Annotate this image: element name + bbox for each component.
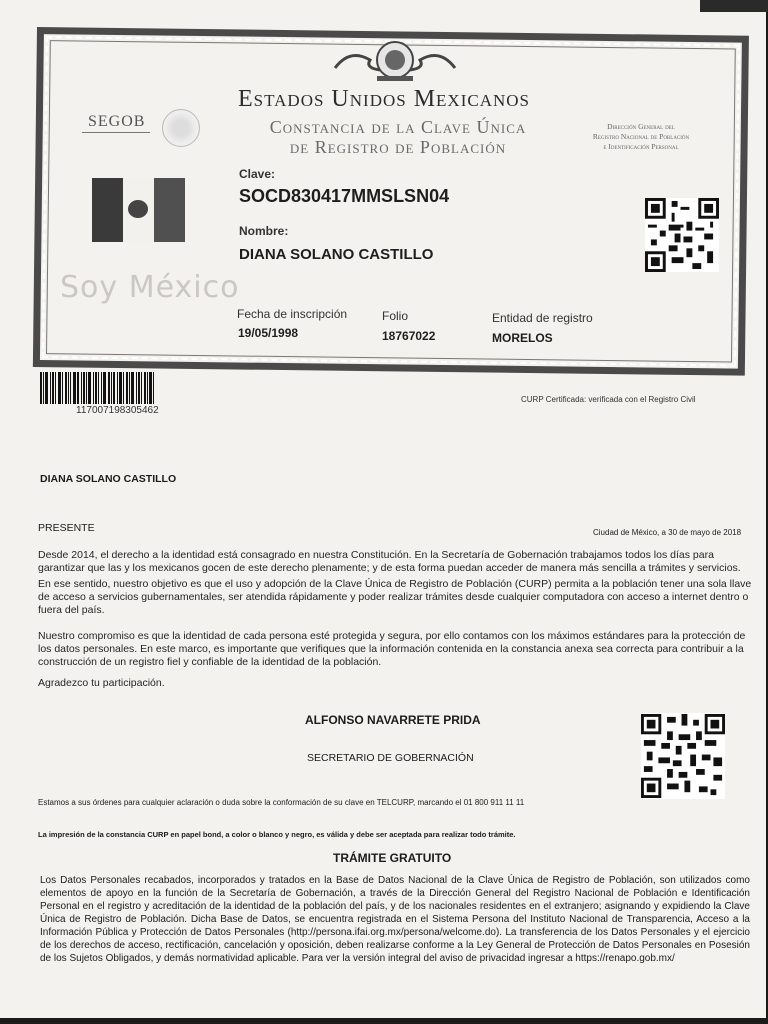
scan-shadow: [700, 0, 768, 12]
entidad-value: MORELOS: [492, 331, 553, 345]
fecha-inscripcion-label: Fecha de inscripción: [237, 307, 348, 321]
tramite-gratuito: TRÁMITE GRATUITO: [333, 851, 452, 865]
curp-certificada: CURP Certificada: verificada con el Registro Civil: [521, 395, 696, 404]
header-subtitle-2: de Registro de Población: [289, 137, 507, 157]
direccion-line-1: Dirección General del: [607, 122, 675, 131]
segob-underline: [82, 132, 150, 133]
header-subtitle-1: Constancia de la Clave Única: [269, 117, 527, 137]
letter-paragraph-2: En ese sentido, nuestro objetivo es que el uso y adopción de la Clave Única de Registro de Población (CURP) permita a la población tener una sola llave de acceso a servicios gubernamentales, ser atendida rápidamente y poder realizar trámites desde cualquier computadora con acceso a internet dentro o fuera del país.: [38, 578, 752, 616]
privacy-notice: Los Datos Personales recabados, incorporados y tratados en la Base de Datos Nacional de la Clave Única de Registro de Población, son utilizados como elementos de apoyo en la función de la Secretaría de Gobernación, a través de la Dirección General del Registro Nacional de Población e Identificación Personal en el registro y acreditación de la identidad de la población del país, y de los nacionales residentes en el extranjero; asignando y expidiendo la Clave Única de Registro de Población. Dicha Base de Datos, se encuentra registrada en el Sistema Persona del Instituto Nacional de Transparencia, Acceso a la Información Pública y Protección de Datos Personales (http://persona.ifai.org.mx/persona/welcome.do). La transferencia de los Datos Personales y el ejercicio de los derechos de acceso, rectificación, cancelación y oposición, deben realizarse conforme a la Ley General de Protección de Datos Personales en Posesión de los Sujetos Obligados, y demás normatividad aplicable. Para ver la versión integral del aviso de privacidad ingresar a https://renapo.gob.mx/: [40, 875, 750, 964]
letter-paragraph-1: Desde 2014, el derecho a la identidad está consagrado en nuestra Constitución. En la Secretaría de Gobernación trabajamos todos los días para garantizar que las y los mexicanos gocen de este derecho plenamente; y de esta forma puedan acceder de manera más sencilla a trámites y servicios.: [38, 549, 741, 574]
clave-value: SOCD830417MMSLSN04: [239, 186, 450, 206]
nombre-value: DIANA SOLANO CASTILLO: [239, 246, 434, 263]
letter-paragraph-3: Nuestro compromiso es que la identidad de cada persona esté protegida y segura, por ello contamos con los máximos estándares para la protección de los datos personales. En este marco, es importante que verifiques que la información contenida en la constancia anexa sea correcta para contribuir a la construcción de un registro fiel y confiable de la identidad de la población.: [38, 630, 746, 668]
entidad-label: Entidad de registro: [492, 311, 593, 325]
nombre-label: Nombre:: [239, 224, 289, 238]
header-title: Estados Unidos Mexicanos: [238, 86, 530, 112]
segob-logo: SEGOB: [88, 113, 146, 130]
mexican-flag-icon: [92, 178, 185, 242]
folio-value: 18767022: [382, 329, 436, 343]
qr-code-icon: [645, 198, 719, 272]
seal-icon: [162, 109, 200, 147]
barcode-number: 117007198305462: [76, 405, 159, 416]
clave-label: Clave:: [239, 167, 276, 181]
signer-name: ALFONSO NAVARRETE PRIDA: [305, 713, 481, 727]
national-emblem-icon: [325, 38, 465, 84]
qr-code-icon: [641, 713, 725, 799]
folio-label: Folio: [382, 309, 409, 323]
barcode: [40, 372, 192, 404]
direccion-general: [566, 122, 716, 152]
letter-date: Ciudad de México, a 30 de mayo de 2018: [593, 528, 742, 537]
signer-role: SECRETARIO DE GOBERNACIÓN: [307, 752, 474, 764]
letter-closing: Agradezco tu participación.: [38, 677, 165, 689]
direccion-line-3: e Identificación Personal: [603, 142, 679, 151]
telcurp-notice: Estamos a sus órdenes para cualquier aclaración o duda sobre la conformación de su clave en TELCURP, marcando el 01 800 911 11 11: [38, 798, 525, 807]
fecha-inscripcion-value: 19/05/1998: [238, 326, 299, 340]
soy-mexico-watermark: Soy México: [60, 270, 240, 305]
letter-recipient: DIANA SOLANO CASTILLO: [40, 473, 177, 485]
impresion-notice: La impresión de la constancia CURP en papel bond, a color o blanco y negro, es válida y debe ser aceptada para realizar todo trámite.: [38, 830, 516, 839]
direccion-line-2: Registro Nacional de Población: [592, 132, 690, 141]
letter-presente: PRESENTE: [38, 522, 95, 534]
